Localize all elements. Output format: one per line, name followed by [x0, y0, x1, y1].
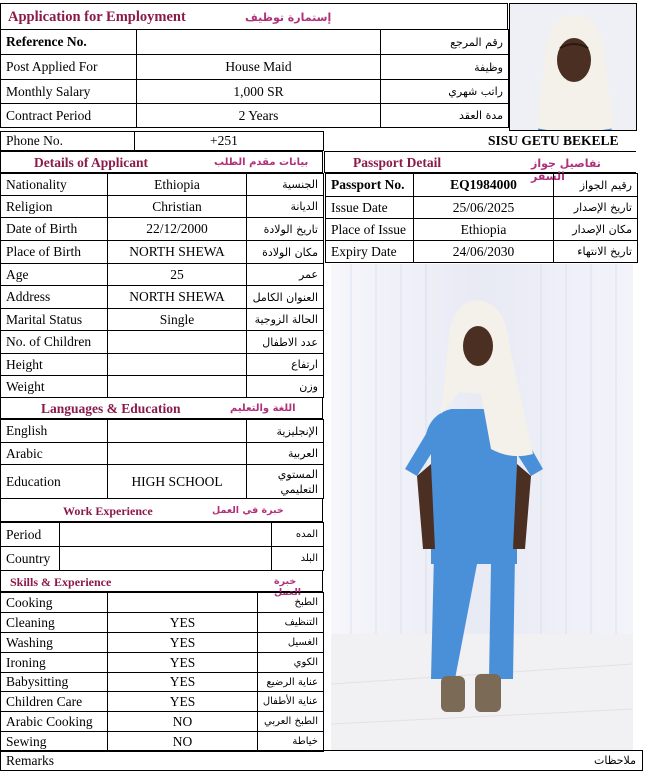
- weight-label: Weight: [1, 376, 108, 398]
- nationality-value: Ethiopia: [108, 174, 247, 196]
- table-row: [1, 465, 324, 499]
- applicant-name: SISU GETU BEKELE: [488, 133, 619, 148]
- table-row: [1, 613, 324, 633]
- applicant-full-body-photo: [331, 264, 633, 750]
- children-value: [108, 331, 247, 354]
- dob-value: 22/12/2000: [108, 218, 247, 241]
- dob-label-ar: تاريخ الولادة: [247, 218, 324, 241]
- contract-label: Contract Period: [1, 104, 137, 128]
- cooking-label-ar: الطبخ: [258, 593, 324, 613]
- age-label-ar: عمر: [247, 264, 324, 286]
- cooking-value: [108, 593, 258, 613]
- languages-section-header: [0, 397, 323, 419]
- cleaning-label-ar: التنظيف: [258, 613, 324, 633]
- table-row: [1, 547, 324, 571]
- skills-section-title: Skills & Experience: [10, 575, 112, 589]
- table-row: [326, 219, 638, 241]
- table-row: [1, 309, 324, 331]
- passport-no-value: EQ1984000: [414, 174, 554, 197]
- arabic-value: [108, 443, 247, 465]
- table-row: [1, 331, 324, 354]
- country-label: Country: [1, 547, 60, 571]
- arabic-cooking-value: NO: [108, 712, 258, 732]
- form-title: Application for Employment: [8, 9, 186, 25]
- form-title-ar: إستمارة توظيف: [245, 11, 332, 24]
- table-row: [1, 104, 509, 128]
- arabic-label-ar: العربية: [247, 443, 324, 465]
- pob-label-ar: مكان الولادة: [247, 241, 324, 264]
- portrait-image: [510, 4, 637, 131]
- table-row: [1, 354, 324, 376]
- remarks-row: [0, 750, 643, 771]
- remarks-label: Remarks: [6, 753, 54, 768]
- education-label-ar-line1: المستوي: [277, 467, 318, 481]
- table-row: [1, 376, 324, 398]
- cleaning-value: YES: [108, 613, 258, 633]
- expiry-date-value: 24/06/2030: [414, 241, 554, 263]
- table-row: [1, 264, 324, 286]
- expiry-date-label-ar: تاريخ الانتهاء: [554, 241, 638, 263]
- cleaning-label: Cleaning: [1, 613, 108, 633]
- marital-status-label-ar: الحالة الزوجية: [247, 309, 324, 331]
- table-row: [1, 241, 324, 264]
- sewing-label-ar: خياطة: [258, 732, 324, 752]
- work-section-header: [0, 498, 323, 522]
- skills-section-title-ar: خبرة العمل: [274, 576, 302, 598]
- height-label-ar: ارتفاع: [247, 354, 324, 376]
- table-row: [1, 692, 324, 712]
- sewing-value: NO: [108, 732, 258, 752]
- phone-label: Phone No.: [1, 132, 135, 151]
- table-row: [1, 174, 324, 196]
- salary-value: 1,000 SR: [137, 80, 381, 104]
- country-label-ar: البلد: [272, 547, 324, 571]
- expiry-date-label: Expiry Date: [326, 241, 414, 263]
- sewing-label: Sewing: [1, 732, 108, 752]
- place-of-issue-label-ar: مكان الإصدار: [554, 219, 638, 241]
- applicant-portrait-photo: [509, 3, 637, 131]
- passport-table: [325, 173, 638, 263]
- period-label-ar: المده: [272, 523, 324, 547]
- weight-label-ar: وزن: [247, 376, 324, 398]
- children-care-label-ar: عناية الأطفال: [258, 692, 324, 712]
- table-row: [326, 197, 638, 219]
- table-row: [1, 443, 324, 465]
- arabic-label: Arabic: [1, 443, 108, 465]
- children-label-ar: عدد الاطفال: [247, 331, 324, 354]
- nationality-label-ar: الجنسية: [247, 174, 324, 196]
- ironing-label-ar: الكوي: [258, 653, 324, 673]
- passport-section-title-ar: تفاصيل جواز السفر: [531, 157, 601, 183]
- issue-date-value: 25/06/2025: [414, 197, 554, 219]
- post-label-ar: وظيفة: [381, 55, 509, 80]
- education-label-ar-line2: التعليمي: [280, 482, 318, 496]
- post-value: House Maid: [137, 55, 381, 80]
- table-row: [1, 523, 324, 547]
- arabic-cooking-label-ar: الطبخ العربي: [258, 712, 324, 732]
- english-label-ar: الإنجليزية: [247, 420, 324, 443]
- reference-label-ar: رقم المرجع: [381, 30, 509, 55]
- table-row: [1, 593, 324, 613]
- applicant-section-title-ar: بيانات مقدم الطلب: [214, 157, 309, 168]
- babysitting-label: Babysitting: [1, 673, 108, 692]
- babysitting-value: YES: [108, 673, 258, 692]
- children-care-value: YES: [108, 692, 258, 712]
- table-row: [326, 241, 638, 263]
- work-section-title-ar: خبرة في العمل: [212, 505, 284, 516]
- issue-date-label-ar: تاريخ الإصدار: [554, 197, 638, 219]
- address-label: Address: [1, 286, 108, 309]
- children-care-label: Children Care: [1, 692, 108, 712]
- age-value: 25: [108, 264, 247, 286]
- address-value: NORTH SHEWA: [108, 286, 247, 309]
- remarks-label-ar: ملاحظات: [594, 754, 636, 767]
- table-row: [1, 196, 324, 218]
- salary-label-ar: راتب شهري: [381, 80, 509, 104]
- table-row: [1, 218, 324, 241]
- height-value: [108, 354, 247, 376]
- table-row: [1, 712, 324, 732]
- children-label: No. of Children: [1, 331, 108, 354]
- english-label: English: [1, 420, 108, 443]
- applicant-section-title: Details of Applicant: [34, 155, 149, 170]
- languages-table: [0, 419, 324, 499]
- nationality-label: Nationality: [1, 174, 108, 196]
- languages-section-title: Languages & Education: [41, 401, 181, 416]
- applicant-section-header: [0, 151, 323, 173]
- phone-value: +251: [135, 132, 324, 151]
- table-row: [1, 653, 324, 673]
- ironing-label: Ironing: [1, 653, 108, 673]
- issue-date-label: Issue Date: [326, 197, 414, 219]
- table-row: [1, 673, 324, 692]
- table-row: [326, 174, 638, 197]
- education-label: Education: [1, 465, 108, 499]
- pob-value: NORTH SHEWA: [108, 241, 247, 264]
- marital-status-value: Single: [108, 309, 247, 331]
- table-row: [1, 80, 509, 104]
- dob-label: Date of Birth: [1, 218, 108, 241]
- table-row: [1, 633, 324, 653]
- post-label: Post Applied For: [1, 55, 137, 80]
- skills-section-header: [0, 570, 323, 598]
- table-row: [1, 286, 324, 309]
- table-row: [1, 30, 509, 55]
- form-info-table: [0, 29, 509, 128]
- reference-value: [137, 30, 381, 55]
- form-title-bar: [0, 3, 508, 30]
- cooking-label: Cooking: [1, 593, 108, 613]
- height-label: Height: [1, 354, 108, 376]
- passport-no-label-ar: رقيم الجواز: [554, 174, 638, 197]
- languages-section-title-ar: اللغة والتعليم: [230, 403, 296, 414]
- work-table: [0, 522, 324, 571]
- washing-label-ar: الغسيل: [258, 633, 324, 653]
- period-label: Period: [1, 523, 60, 547]
- age-label: Age: [1, 264, 108, 286]
- passport-section-title: Passport Detail: [353, 155, 442, 170]
- religion-label: Religion: [1, 196, 108, 218]
- applicant-table: [0, 173, 324, 398]
- passport-section-header: [324, 151, 636, 183]
- washing-label: Washing: [1, 633, 108, 653]
- place-of-issue-value: Ethiopia: [414, 219, 554, 241]
- education-label-ar: [247, 465, 324, 499]
- phone-table: [0, 131, 324, 151]
- address-label-ar: العنوان الكامل: [247, 286, 324, 309]
- education-value: HIGH SCHOOL: [108, 465, 247, 499]
- contract-label-ar: مدة العقد: [381, 104, 509, 128]
- table-row: [1, 420, 324, 443]
- work-section-title: Work Experience: [63, 504, 153, 518]
- full-body-image: [331, 264, 633, 750]
- skills-table: [0, 592, 324, 752]
- pob-label: Place of Birth: [1, 241, 108, 264]
- weight-value: [108, 376, 247, 398]
- table-row: [1, 732, 324, 752]
- religion-value: Christian: [108, 196, 247, 218]
- babysitting-label-ar: عناية الرضيع: [258, 673, 324, 692]
- contract-value: 2 Years: [137, 104, 381, 128]
- arabic-cooking-label: Arabic Cooking: [1, 712, 108, 732]
- ironing-value: YES: [108, 653, 258, 673]
- period-value: [60, 523, 272, 547]
- marital-status-label: Marital Status: [1, 309, 108, 331]
- reference-label: Reference No.: [1, 30, 137, 55]
- table-row: [1, 55, 509, 80]
- salary-label: Monthly Salary: [1, 80, 137, 104]
- english-value: [108, 420, 247, 443]
- country-value: [60, 547, 272, 571]
- washing-value: YES: [108, 633, 258, 653]
- passport-no-label: Passport No.: [326, 174, 414, 197]
- religion-label-ar: الديانة: [247, 196, 324, 218]
- place-of-issue-label: Place of Issue: [326, 219, 414, 241]
